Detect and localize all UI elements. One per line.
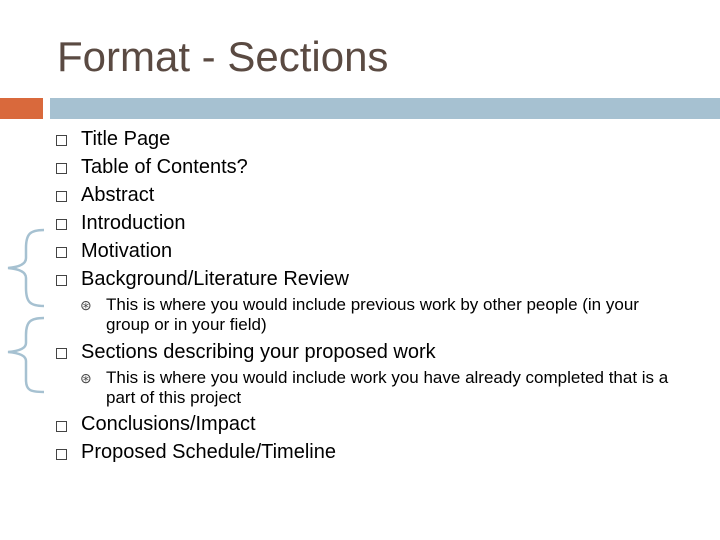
list-item: Sections describing your proposed work <box>81 341 436 363</box>
compass-bullet-icon: ⊛ <box>80 297 92 313</box>
slide-title: Format - Sections <box>57 33 389 80</box>
compass-bullet-icon: ⊛ <box>80 370 92 386</box>
square-bullet-icon <box>56 275 67 286</box>
list-item: Title Page <box>81 128 171 150</box>
list-item: Table of Contents? <box>81 156 248 178</box>
square-bullet-icon <box>56 348 67 359</box>
list-item: Proposed Schedule/Timeline <box>81 441 336 463</box>
square-bullet-icon <box>56 421 67 432</box>
brace-icon-1 <box>8 230 44 306</box>
square-bullet-icon <box>56 163 67 174</box>
square-bullet-icon <box>56 449 67 460</box>
square-bullet-icon <box>56 219 67 230</box>
list-item: Background/Literature Review <box>81 268 349 290</box>
sub-list-item: This is where you would include work you have already completed that is a part of this project <box>106 368 669 407</box>
accent-bar-blue <box>50 98 720 119</box>
square-bullet-icon <box>56 247 67 258</box>
brace-icon-2 <box>8 318 44 392</box>
list-item: Introduction <box>81 212 186 234</box>
square-bullet-icon <box>56 191 67 202</box>
list-item: Conclusions/Impact <box>81 413 256 435</box>
brace-decoration <box>0 0 60 400</box>
sub-list-item: This is where you would include previous work by other people (in your group or in your field) <box>106 295 639 334</box>
list-item: Motivation <box>81 240 173 262</box>
square-bullet-icon <box>56 135 67 146</box>
list-item: Abstract <box>81 184 155 206</box>
